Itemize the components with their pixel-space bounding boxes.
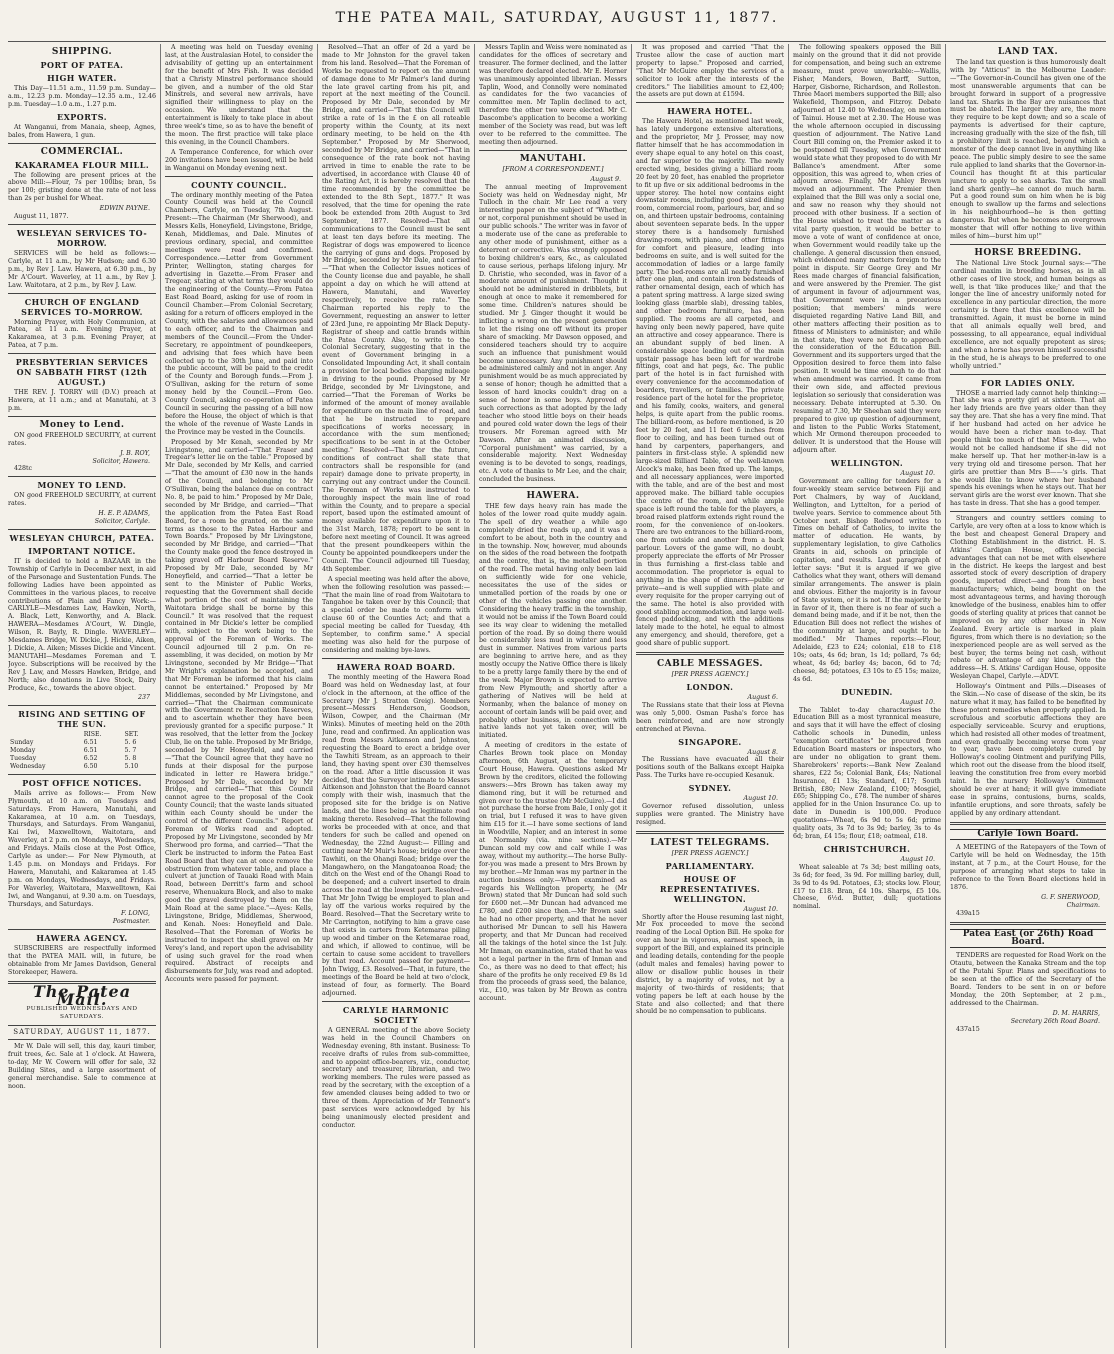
county-council-text: The ordinary monthly meeting of the Patea County Council was held at the Council Chambers, Carlyle, on Tuesday, 7th August. Present:—The Chairman (Mr Sherwood), and Messrs Kells, Honeyfield, Livingstone, Bridge, Kenah, Middlemas, and Dale. Minutes of previous ordinary, special, and committee meetings were read and confirmed. Correspondence.—Letter from Government Printer, Wellington, stating charges for advertising in Gazette.—From Fraser and Tregear, stating at what terms they would do the engineering of the County.—From Patea East Road Board, asking for use of room in Council Chamber.—From Colonial Secretary, asking for a return of officers employed in the County, with the salaries and allowances paid to each officer, and to the Chairman and members of the Council.—From the Under-Secretary, re appointment of poundkeepers, and advising that fees which have been collected up to the 30th June, and paid into the public account, will be paid to the credit of the County and Borough funds.—From J. O'Sullivan, asking for the return of some money held by the Council.—From Geo. County Council, asking co-operation of Patea Council in securing the passing of a bill now before the House, the object of which is that the whole of the revenue of Waste Lands in the Province may be vested in the Councils. (165, 191, 313, 436)
sydney-date: August 10. (743, 795, 778, 803)
east-board-heading: Patea East (or 26th) Road Board. (950, 929, 1106, 949)
town-board-code: 439a15 (956, 909, 980, 917)
house-heading: HOUSE OF REPRESENTATIVES. WELLINGTON. (659, 873, 761, 904)
hawera-text: THE few days heavy rain has made the holes of the lower road quite muddy again. The spell of dry weather a while ago completely dried the roads up, and it was a comfort to be about, both in the country and in the township. Now, however, mud abounds on the sides of the road between the footpath and the centre, that is, the metalled portion of the road. The metal having only been laid on sufficiently wide for one vehicle, necessitates the use of the sides or unmetalled portion of the roads by one or other of the vehicles passing one another. Considering the heavy traffic in the township, it would not be amiss if the Town Board could see its way clear to widening the metalled portion of the road. By so doing there would be considerably less mud in winter and less dust in summer. Natives from various parts are beginning to arrive here, and as they mostly occupy the Native Office there is likely to be a pretty large family there by the end of the week. Major Brown is expected to arrive from New Plymouth; and shortly after a gathering of Natives will be held at Normanby, when the balance of money on account of certain lands will be paid over, and probably other business, in connection with native lands not yet taken over, will be initiated. (479, 503, 627, 740)
wellington-text: Government are calling for tenders for a four-weekly steam service between Fiji and Port Chalmers, by way of Auckland, Wellington, and Lyttelton, for a period of twelve years. Service to commence about 5th October next. Bishop Redwood writes to Times on behalf of Catholics, to invite the matter of education. He wants, by supplementary legislation, to give Catholics Grants in aid, schools on principle of capitation, and results. Last paragraph of letter says: "But it is argued if we give Catholics what they want, others will demand similar arrangements. The answer is plain and obvious. Either the majority is in favour of State system, or it is not. If the majority be in favor of it, then there is no fear of such a demand being made, and if it be not, then the Education Bill does not reflect the wishes of the community at large, and ought to be modified." Mr Thames reports:—Flour, Adelaide, £23 to £24; colonial, £18 to £18 10s; oats, 4s 6d; bran, 1s 1d; pollard, 7s 6d; wheat, 4s 6d; barley 4s; bacon, 6d to 7d; cheese, 8d; potatoes, £3 10s to £5 15s; maize, 4s 6d. (793, 478, 941, 683)
sun-set: 5. 6 (124, 739, 137, 747)
london-date: August 6. (747, 693, 778, 701)
harmonic-society-text: A GENERAL meeting of the above Society was held in the Council Chambers on Wednesday evening, 8th instant. Business: To receive drafts of rules from sub-committee, and to appoint office-bearers, viz., conductor, secretary and treasurer, librarian, and two working members. The rules were passed as read by the secretary, with the exception of a few amended clauses being added to two or three of them. Appreciation of Mr Tennent's past services were acknowledged by his being unanimously elected president and conductor. (322, 1026, 470, 1129)
town-board-text: A MEETING of the Ratepayers of the Town of Carlyle will be held on Wednesday, the 15th instant, at 7 p.m., at the Court House, for the purpose of arranging what steps to take in reference to the Town Board elections held in 1876. (950, 844, 1106, 891)
high-water-heading: HIGH WATER. (47, 73, 117, 83)
ladies-text: THOSE a married lady cannot help thinking:— That she was a pretty girl at sixteen. That all her lady friends are five years older than they say they are. That she has a very fine mind. That if her husband had acted on her advice he would have been a richer man to-day. That people think too much of that Miss B——, who would not be called handsome if she did not make herself up. That her mother-in-law is a very trying old and tiresome person. That her girls are prettier than Mrs B——'s girls. That she would like to know where her husband spends his evenings when he stays out. That her servant girls are the worst ever known. That she has taste in dress. That she has a good temper. (950, 389, 1106, 508)
entertainment-text: A meeting was held on Tuesday evening last, at the Australasian Hotel, to consider the advisability of getting up an entertainment for the benefit of Mrs Fish. It was decided that a Christy Minstrel performance should be given, and a number of the old Star Minstrels, and several new arrivals, have signified their willingness to play on the occasion. We understand that the entertainment is likely to take place in about three week's time, so as to have the benefit of the moon. The first practice will take place this evening, in the Council Chambers. (165, 44, 313, 146)
manutahi-heading: MANUTAHI. (519, 153, 587, 164)
singapore-heading: SINGAPORE. (678, 736, 742, 747)
money-to-lend-2-title: Solicitor, Carlyle. (94, 518, 150, 526)
sun-col-day (8, 731, 82, 739)
flour-mill-signature: EDWIN PAYNE. (99, 205, 150, 213)
christchurch-heading: CHRISTCHURCH. (823, 843, 911, 854)
church-services-heading: CHURCH OF ENGLAND SERVICES TO-MORROW. (21, 296, 143, 317)
hawera-road-board-text: The monthly meeting of the Hawera Road Board was held on Wednesday last, at four o'clock in the afternoon, at the office of the Secretary (Mr J. Stratton Greig). Members present—Messrs Henderson, Goodson, Wilson, Cowper, and the Chairman (Mr Winks). Minutes of meeting held on the 20th June, read and confirmed. An application was read from Messrs Aitkenson and Johnston, requesting the Board to erect a bridge over the Tawhiti Stream, as an approach to their land, they having spent over £30 themselves on the road. After a little discussion it was decided, that the Surveyor intimate to Messrs Aitkenson and Johnston that the Board cannot comply with their wish, inasmuch that the proposed site for the bridge is on Native lands, and the lines being as legitimate road making thereto. Resolved—That the following works be proceeded with at once, and that tenders for such be called and opened on Wednesday, the 22nd August:— Filling and cutting near Mr Muir's house; bridge over the Tawhiti, on the Ohangi Road; bridge over the Mangawhero, on the Mangatoanoa Road; the ditch on the West end of the Ohangi Road to be deepened; and a culvert inserted to drain across the road at the lowest part. Resolved—That Mr John Twigg be employed to plan and lay off the various works required by the Board. Resolved—That the Secretary write to Mr Carrington, notifying to him a grave case that exists in carters from Ketemarae piling up wood and timber on the Ketemarae road, and which, if allowed to continue, will be certain to cause some accident to travellers by that road. Account passed for payment—John Twigg, £3. Resolved—That, in future, the meetings of the Board be held at two o'clock, instead of four, as formerly. The Board adjourned. (322, 673, 470, 998)
council-resolutions-text: Resolved—That an offer of 2d a yard be made to Mr Johnston for the gravel taken from his land. Resolved—That the Foreman of Works be requested to report on the amount of damage done to Mr Palmer's land during the late gravel carting from his pit, and report at the next meeting of the Council. Proposed by Mr Dale, seconded by Mr Bridge, and carried—"That this Council will strike a rate of 1s in the £ on all rateable property within the County, at its next ordinary meeting, to be held on the 4th September." Proposed by Mr Sherwood, seconded by Mr Bridge, and carried—"That in consequence of the rate book not having arrived in time to enable the rate to be advertised, in accordance with Clause 40 of the Rating Act, it is hereby resolved that the time recommended by the committee be extended to the 8th Sept., 1877." It was resolved, that the time for opening the rate book be extended from 20th August to 3rd September, 1877. Resolved—That all communications to the Council must be sent at least ten days before its meeting. The Registrar of dogs was empowered to licence the carrying of guns and dogs. Proposed by Mr Bridge, seconded by Mr Dale, and carried—"That when the Collector issues notices of the County license due and payable, he shall appoint a day on which he will attend at Hawera, Manutahi, and Waverley respectively, to receive the rate." The Chairman reported his reply to the Government, requesting an answer to letter of 23rd June, re appointing Mr Black Deputy-Registrar of sheep and cattle brands within the Patea County. Also, to write to the Colonial Secretary, suggesting that in the event of Government bringing in a Consolidated Impounding Act, it shall contain a provision for local bodies charging mileage in driving to the pound. Proposed by Mr Bridge, seconded by Mr Livingstone, and carried—"That the Foreman of Works be informed of the amount of money available for expenditure on the main line of road, and that he be instructed to prepare specifications of works necessary, in accordance with the sum mentioned; specifications to be sent in at the October meeting." Resolved—That for the future, conditions of contract shall state that contractors shall be responsible for (and repair) damage done to private property, in carrying out any contract under the Council. The Foreman of Works was instructed to thoroughly inspect the main line of road within the County, and to prepare a special report, based upon the estimated amount of money available for expenditure upon it to the 31st March, 1878; report to be sent in before next meeting of Council. It was agreed that the present poundkeepers within the County be appointed poundkeepers under the Council. The Council adjourned till Tuesday, 4th September. (322, 44, 470, 573)
dunedin-heading: DUNEDIN. (841, 686, 893, 697)
horse-breeding-text: The National Live Stock Journal says:—"The cardinal maxim in breeding horses, as in all other cases of live stock, and human beings as well, is that 'like produces like;' and that the longer the line of ancestry uniformly noted for excellence in any particular direction, the more certainty is there that this excellence will be transmitted. Again, it must be borne in mind that all animals equally well bred, and possessing, to all appearance, equal individual excellence, are not equally prepotent as sires; and when a horse has proven himself successful in the stud, he is always to be preferred to one wholly untried." (950, 259, 1106, 370)
column-3 (322, 44, 470, 1348)
manutahi-subheading: [FROM A CORRESPONDENT.] (502, 164, 604, 173)
sun-heading: RISING AND SETTING OF THE SUN. (18, 709, 146, 730)
manutahi-text: The annual meeting of Improvement Society was held on Wednesday night, Mr Tulloch in the chair. Mr Lee read a very interesting paper on the subject of "Whether, or not, corporal punishment should be used in our public schools." The writer was in favor of a moderate use of the cane as preferable to any other mode of punishment, either as a deterrent or corrective. Was strongly opposed to boxing children's ears, &c., as calculated to cause serious, perhaps lifelong injury. Mr D. Christie, who seconded, was in favor of a moderate amount of punishment. Thought it should not be administered in dribblets, but enough at once to make it remembered for some time. Children's natures should be studied. Mr J. Ginger thought it would be inflicting a wrong on the present generation to let the rising one off without its proper share of smacking. Mr Dawson opposed, and considered teachers should try to acquire such an influence that punishment would become unnecessary. Any punishment should be administered calmly and not in anger. Any punishment would be as much appreciated by a sense of honor; though he admitted that a lesson of hard knocks couldn't drag on a sense of honor in some boys. Approved of such corrections as that adopted by the lady teacher who stood little boys on their heads and poured cold water down the legs of their trousers. Mr Foreman agreed with Mr Dawson. After an animated discussion, "Corporal punishment" was carried, by a considerable majority. Next Wednesday evening is to be devoted to songs, readings, etc. A vote of thanks to Mr Lee, and the chair, concluded the business. (479, 183, 627, 484)
debate-text: The following speakers opposed the Bill mainly on the ground that it did not provide for compensation, and being such an extreme measure, must prove unworkable:—Wallis, Fisher, Manders, Bowen, Barff, Sutton, Harper, Gisborne, Richardson, and Rolleston. Three Maori members supported the Bill; also Wakefield, Thompson, and Fitzroy. Debate adjourned at 12.40 to Wednesday, on motion of Tainui. House met at 2.30. The House was the whole afternoon occupied in discussing question of adjournment. The Native Land Court Bill coming on, the Premier asked it to be postponed till Tuesday, when Government would state what they proposed to do with Mr Ballance's amendment. After some opposition, this was agreed to, when cries of adjourn arose. Finally, Mr Ashley Brown moved an adjournment. The Premier then explained that the Bill was only a social one, and saw no reason why they should not proceed with other business. If a section of the House wished to treat the matter as a vital party question, it would be better to move a vote of want of confidence at once, when Government would readily take up the challenge. A general discussion then ensued, which evidenced many matters foreign to the point in dispute. Sir George Grey and Mr Rees made charges of financial falsification, and were answered by the Premier. The gist of argument in favour of adjournment was, that Government were in a precarious position; that members' minds were disquieted regarding Native Land Bill, and other matters affecting their position as to fitness of Ministers to administer; and while in that state, they were not fit to approach the consideration of the Education Bill. Government and its supporters urged that the Opposition desired to force them into false position. It would be time enough to do that when amendment was carried. It came from their own side, and affected previous legislation so seriously that consideration was necessary. Debate interrupted at 5.30. On resuming at 7.30, Mr Sheehan said they were prepared to give up question of adjournment, and listen to the Public Works Statement, which Mr Ormond thereupon proceeded to deliver. It is understood that the House will adjourn after. (793, 44, 941, 455)
creditors-continued-text: It was proposed and carried "That the Trustee allow the case of auction mart property to lapse." Proposed and carried, "That Mr McGuire employ the services of a solicitor to look after the interests of the creditors." The liabilities amount to £2,400; the assets are put down at £1594. (636, 44, 784, 99)
harmonic-society-heading: CARLYLE HARMONIC SOCIETY (342, 1004, 450, 1025)
creditors-text: A meeting of creditors in the estate of Charles Brown took place on Monday afternoon, 6th August, at the temporary Court House, Hawera. Questions asked Mr Brown by the creditors, elicited the following answers:—Mrs Brown has taken away my diamond ring, but it will be returned and given over to the trustee (Mr McGuire).—I did not purchase the horse from Bale, I only got it on trial, but I refused it was to have given him £15 for it.—I have some sections of land in Woodville, Napier, and an interest in some at Normanby (via. nine sections).—Mr Duncan sold my cow and calf while I was away, without my authority.—The horse Bully-for-you was made a present to Mrs Brown by my brother.—Mr Inman was my partner in the auction business only.—When examined as regards his Wellington property, he (Mr Brown) stated that Mr Duncan had sold such for £600 net.—Mr Duncan had advanced me £780, and £200 since then.—Mr Brown said he had no other property, and that he never authorised Mr Duncan to sell his Hawera property, and that Mr Duncan had received all the takings of the hotel since the 1st July. Mr Inman, on examination, stated that he was not a legal partner in the firm of Inman and Co., as there was no deed to that effect; his share of the profits he only received £9 8s 1d from the proceeds of grass seed, the balance, viz., £10, was taken by Mr Brown as contra account. (479, 742, 627, 1003)
hawera-agency-text: SUBSCRIBERS are respectfully informed that the PATEA MAIL will, in future, be obtainable from Mr James Davidson, General Storekeeper, Hawera. (8, 945, 156, 976)
flour-mill-heading: KAKARAMEA FLOUR MILL. (14, 159, 150, 170)
shipping-heading: SHIPPING. (51, 47, 113, 57)
money-to-lend-2-heading: MONEY TO LEND. (37, 480, 127, 491)
house-text: Shortly after the House resuming last night, Mr Fox proceeded to move the second reading of the Local Option Bill. He spoke for over an hour in vigorous, earnest speech, in support of the Bill, and explained its principle and leading details, contending for the people (adult males and females) having power to allow or disallow public houses in their district, by a majority of votes, not by a majority of two-thirds of residents; that voting papers be left at each house by the State and also collected; and that there should be no compensation to publicans. (636, 913, 784, 1016)
port-heading: PORT OF PATEA. (40, 60, 124, 70)
sun-col-rise: RISE. (83, 731, 102, 739)
county-council-heading: COUNTY COUNCIL. (191, 179, 287, 190)
sun-day: Monday (10, 747, 36, 755)
sun-set: 5. 8 (124, 755, 137, 763)
land-tax-text: The land tax question is thus humorously dealt with by "Atticus" in the Melbourne Leader:—"The Governor-in-Council has given one of the most unanswerable arguments that can be brought forward in support of a progressive land tax. Sharks in the Bay are nuisances that must be abated. The larger they are, the more they require to be kept down; and so a scale of payments is advertised for their capture, increasing gradually with the size of the fish, till a prohibitory limit is reached, beyond which a monster of the deep cannot live in anything like peace. The public simply desire to see the same rule applied to land sharks that the Governor-in-Council has thought fit at this particular juncture to apply to sea sharks. Tax the small land shark gently—he cannot do much harm. Put a good round sum on him when he is big enough to swallow up the farms and selections in his neighbourhood—he is then getting dangerous. But when he becomes an overgrown monster that will offer nothing to live within miles of him—burst him up!" (950, 59, 1106, 240)
money-to-lend-text: ON good FREEHOLD SECURITY, at current rates. (8, 431, 156, 447)
commercial-heading: COMMERCIAL. (40, 146, 124, 157)
sun-rise: 6.52 (83, 755, 98, 763)
sun-rise: 6.50 (83, 762, 98, 770)
hawera-hotel-text: The Hawera Hotel, as mentioned last week, has lately undergone extensive alterations, and the proprietor, Mr J. Prosser, may now flatter himself that he has accommodation in every shape equal to any hotel on this coast, and far superior to the majority. The newly erected wing, besides giving a billiard room 20 feet by 20 feet, has enabled the proprietor to fit up five or six additional bedrooms in the upper storey. The hotel now contains eight downstair rooms, including good sized dining room, commercial room, parlours, bar, and so on, and thirteen upstair bedrooms, containing about seventeen separate beds. In the upper storey there is a handsomely furnished drawing-room, with piano, and other fittings for comfort and pleasure, leading into bedrooms en suite, and is well suited for the accommodation of ladies or a large family party. The bed-rooms are all neatly furnished after one plan, and contain iron bedsteads of rather ornamental design, each of which has a patent spring mattress. A large sized swing looking glass (marble slab), dressing tables, and other bedroom furniture, has been supplied. The rooms are all carpeted, and having only been newly papered, have quite an attractive and cosey appearance. There is an abundant supply of bed linen. A considerable space leading out of the main upstair passage has been left for wardrobe fittings, coat and hat pegs, &c. The public part of the hotel is in fact furnished with every convenience for the accommodation of boarders, travellers, or families. The private residence part of the hotel for the proprietor, and his family, cooks, waiters, and general helps, is quite apart from the public rooms. The billiard-room, as before mentioned, is 20 feet by 20 feet, and 11 feet 6 inches from floor to ceiling, and has been turned out of hand by carpenters, paperhangers, and painters in first-class style. A splendid new large-sized Billiard Table, of the well-known Alcock's make, has been fixed up. The lamps, and all necessary appliances, were imported with the table, and are of the best and most approved make. The billiard table occupies the centre of the room, and while ample space is left round the table for the players, a broad raised platform extends right round the room, for the convenience of on-lookers. There are two entrances to the billiard-room, one from outside and another from a back parlour. Lovers of the game will, no doubt, properly appreciate the efforts of Mr Prosser in thus furnishing a first-class table and accommodation. The proprietor is equal to anything in the shape of dinners—public or private—and is well supplied with plate and every requisite for the proper carrying out of the same. The hotel is also provided with good stabling accommodation, and large well-fenced paddocking, and with the additions lately made to the hotel, he equal to almost any emergency, and should, therefore, get a good share of public support. (636, 118, 784, 648)
table-row (8, 747, 156, 755)
wesleyan-church-heading: WESLEYAN CHURCH, PATEA. (9, 533, 155, 543)
flour-mill-date: August 11, 1877. (14, 213, 69, 221)
paper-imprint: PUBLISHED WEDNESDAYS AND SATURDAYS. (26, 1005, 138, 1020)
temperance-text: A Temperance Conference, for which over 200 invitations have been issued, will be held in Wanganui on Monday evening next. (165, 148, 313, 172)
newspaper-title: THE PATEA MAIL, SATURDAY, AUGUST 11, 1877. (335, 10, 779, 26)
cable-messages-heading: CABLE MESSAGES. (656, 659, 764, 670)
money-to-lend-signature: J. B. ROY, (120, 449, 150, 457)
hawera-hotel-heading: HAWERA HOTEL. (667, 106, 753, 117)
hawera-agency-heading: HAWERA AGENCY. (36, 933, 128, 944)
manutahi-date: August 9. (590, 175, 621, 183)
town-board-heading: Carlyle Town Board. (950, 829, 1106, 841)
london-heading: LONDON. (686, 681, 734, 692)
column-5 (636, 44, 784, 1348)
money-to-lend-heading: Money to Lend. (39, 419, 125, 430)
dunedin-date: August 10. (900, 698, 935, 706)
wesleyan-services-heading: WESLEYAN SERVICES TO-MORROW. (16, 227, 148, 248)
sun-day: Wednesday (10, 762, 46, 770)
cable-messages-subheading: [PER PRESS AGENCY.] (671, 670, 749, 679)
east-board-signature: D. M. HARRIS, (1052, 1009, 1100, 1017)
column-7 (950, 44, 1106, 1348)
important-notice-heading: IMPORTANT NOTICE. (28, 546, 136, 556)
column-6 (793, 44, 941, 1348)
holloway-text: Holloway's Ointment and Pills.—Diseases of the Skin.—No case of disease of the skin, be its nature what it may, has failed to be benefited by these potent remedies when properly applied. In scrofulous and scorbutic affections they are especially serviceable. Scurvy and eruptions, which had resisted all other modes of treatment, and even gradually becoming worse from year to year, have been completely cured by Holloway's cooling Ointment and purifying Pills, which root out the disease from the blood itself, leaving the constitution free from every morbid taint. In the nursery Holloway's Ointment should be ever at hand; it will give immediate ease in sprains, contusions, burns, scalds, infantile eruptions, and sore throats, safely be applied by any ordinary attendant. (950, 683, 1106, 817)
masthead (0, 0, 1114, 40)
post-office-heading: POST OFFICE NOTICES. (22, 777, 142, 788)
money-to-lend-2-signature: H. E. P. ADAMS, (98, 510, 150, 518)
flour-mill-text: The following are present prices at the above Mill:—Flour, 7s per 100lbs; bran, 5s per 100; gristing done at the rate of not less than 2s per bushel for Wheat. (8, 171, 156, 203)
sun-set: 5. 7 (124, 747, 137, 755)
column-2 (165, 44, 313, 1348)
latest-telegrams-subheading: [PER PRESS AGENCY.] (671, 848, 749, 857)
column-1 (8, 44, 156, 1348)
london-text: The Russians state that their loss at Plevna was only 5,000. Osman Pasha's force has been reinforced, and are now strongly entrenched at Plevna. (636, 701, 784, 733)
local-news-text: Mr W. Dale will sell, this day, kauri timber, fruit trees, &c. Sale at 1 o'clock. At Hawera, to-day, Mr W. Cowern will offer for sale, 32 Building Sites, and a large assortment of general merchandise. Sale to commence at noon. (8, 1043, 156, 1090)
sun-table (8, 731, 156, 771)
presbyterian-heading: PRESBYTERIAN SERVICES ON SABBATH FIRST (12th AUGUST.) (15, 357, 149, 388)
hawera-heading: HAWERA. (526, 491, 580, 502)
post-office-signature: F. LONG, (120, 910, 150, 918)
east-board-text: TENDERS are requested for Road Work on the Otautu, between the Kanaka Stream and the top of the Putahi Spur. Plans and specifications to be seen at the office of the Secretary of the Board. Tenders to be sent in on or before Monday, the 20th September, at 2 p.m., addressed to the Chairman. (950, 952, 1106, 1007)
dunedin-text: The Tablet to-day characterises the Education Bill as a most tyrannical measure, and says that it will have the effect of closing Catholic schools in Dunedin, unless "exemption certificates" be procured from Education Board masters or inspectors, who are under no obligation to grant them. Sharebrokers' reports:—Bank New Zealand shares, £22 5s; Colonial Bank, £4s; National Insurance, £1 13s; Standard, £17; South British, £80; New Zealand, £100; Mosgiel, £65; Shipping Co., £78. The number of shares applied for in the Union Insurance Co. up to date in Dunedin is 100,000. Produce quotations—Wheat, 6s 9d to 5s 6d; prime quality oats, 3s 7d to 3s 9d; barley, 3s to 4s 6d; bran, £4 15s; flour, £18; oatmeal, £18. (793, 706, 941, 840)
town-board-title: Chairman. (1066, 901, 1100, 909)
masthead-rule (8, 41, 1106, 42)
sun-day: Sunday (10, 739, 34, 747)
christchurch-date: August 10. (900, 855, 935, 863)
ladies-heading: FOR LADIES ONLY. (980, 377, 1076, 388)
exports-text: At Wanganui, from Manaia, sheep, Agnes, bales, from Hawera, 1 gun. (8, 123, 156, 139)
table-row (8, 739, 156, 747)
table-row (8, 763, 156, 771)
bazaar-code: 237 (137, 694, 150, 702)
church-services-text: Morning Prayer, with Holy Communion, at Patea, at 11 a.m. Evening Prayer, at Kakaramea, at 3 p.m. Evening Prayer, at Patea, at 7 p.m. (8, 318, 156, 350)
sun-rise: 6.51 (83, 739, 98, 747)
paper-date: SATURDAY, AUGUST 11, 1877. (13, 1027, 151, 1036)
post-office-title: Postmaster. (112, 918, 150, 926)
singapore-date: August 8. (747, 748, 778, 756)
presbyterian-text: THE REV. J. TORRY will (D.V.) preach at Hawera, at 11 a.m.; and at Manutahi, at 3 p.m. (8, 389, 156, 412)
house-date: August 10. (743, 905, 778, 913)
columns (0, 44, 1114, 1348)
parliamentary-heading: PARLIAMENTARY. (665, 860, 755, 871)
town-board-signature: G. F. SHERWOOD, (1041, 893, 1100, 901)
sun-rise: 6.51 (83, 747, 98, 755)
horse-breeding-heading: HORSE BREEDING. (974, 247, 1082, 258)
hawera-road-board-heading: HAWERA ROAD BOARD. (336, 661, 456, 672)
bazaar-text: IT is decided to hold a BAZAAR in the Township of Carlyle in December next, in aid of the Parsonage and Sustentation Funds. The following Ladies have been appointed as Committees in the various places, to receive contributions of Plain and Fancy Work:— CARLYLE—Mesdames Law, Hawken, North, A. Black, Lett, Kenworthy, and A. Black. HAWERA—Mesdames A'Court, W. Dingle, Wilson, R. Bayly, R. Dingle. WAVERLEY—Mesdames Bridge, W. Dickie, J. Hickie, Aiken, J. Dickie, A. Aiken; Misses Dickie and Vincent. MANUTAHI—Mesdames Foreman and T. Joyce. Subscriptions will be received by the Rev J. Law, and Messrs Hawken, Bridge, and North; also donations in Live Stock, Dairy Produce, &c., towards the above object. (8, 558, 156, 692)
sun-col-set: SET. (124, 731, 139, 739)
harmonic-continued-text: Messrs Taplin and Weiss were nominated as candidates for the offices of secretary and treasurer. The former declined, and the latter was therefore declared elected. Mr E. Horner was unanimously appointed librarian. Messrs Taplin, Wood, and Connolly were nominated as candidates for the two vacancies of committee men. Mr Taplin declined to act, therefore the other two were elected. Mr C. Dascombe's application to become a working member of the Society was read, but was left over to be referred to the committee. The meeting then adjourned. (479, 44, 627, 146)
table-row (8, 755, 156, 763)
column-4 (479, 44, 627, 1348)
sydney-text: Governor refused dissolution, unless supplies were granted. The Ministry have resigned. (636, 803, 784, 826)
strangers-text: Strangers and country settlers coming to Carlyle, are very often at a loss to know which is the best and cheapest General Drapery and Clothing Establishment in the district. H. S. Atkins' Cardigan House, offers special advantages that can not be met with elsewhere in the district. He keeps the largest and best assorted stock of every description of drapery goods, imported direct—and from the best manufacturers; which, being bought on the most advantageous terms, and having thorough knowledge of the business, enables him to offer goods of sterling quality at prices that cannot be improved on by any other house in New Zealand. Every article is marked in plain figures, from which there is no deviation; so the inexperienced people are as well served as the best buyer, the terms being net cash, without rebate or advantage of any kind. Note the address—H. S. Atkins' Cardigan House, opposite Wesleyan Chapel, Carlyle.—ADVT. (950, 515, 1106, 681)
county-council-text-2: Proposed by Mr Kenah, seconded by Mr Livingstone, and carried—"That Fraser and Tregear's letter lie on the table." Proposed by Mr Dale, seconded by Mr Kells, and carried—"That the amount of £30 now in the hands of the Council, and belonging to Mr O'Sullivan, being the balance due on contract No. 8, be paid to him." Proposed by Mr Dale, seconded by Mr Bridge, and carried—"That the application from the Patea East Road Board, for a room be granted, on the same terms as those to the Patea Harbour and Town Boards." Proposed by Mr Livingstone, seconded by Mr Bridge, and carried—"That the County make good the fence destroyed in taking gravel off Harbour Board Reserve." Proposed by Mr Dale, seconded by Mr Honeyfield, and carried—"That a letter be sent to the Minister of Public Works, requesting that the Government shall decide what portion of the cost of maintaining the Waitotara bridge shall be borne by this Council." It was resolved that the request contained in Mr Dickie's letter be complied with, subject to the work being to the approval of the Foreman of Works. The Council adjourned till 2 p.m. On re-assembling, it was decided, on motion by Mr Livingstone, seconded by Mr Bridge—"That Mr Wright's explanation be accepted, and that Mr Foreman be informed that his claim cannot be entertained." Proposed by Mr Middlemas, seconded by Mr Livingstone, and carried—"That the Chairman communicate with the Government re Recreation Reserves, and to ascertain whether they have been previously granted for a specific purpose." It was resolved, that the letter from the Jockey Club, lie on the table. Proposed by Mr Bridge, seconded by Mr Honeyfield, and carried—"That the Council agree that they have no funds at their disposal for the purpose indicated in letter re Hawera bridge." Proposed by Mr Dale, seconded by Mr Bridge, and carried—"That this Council cannot agree to the proposal of the Cook County Council; that the waste lands situated within each County should be under the control of the different Councils." Report of Foreman of Works read and adopted. Proposed by Mr Livingstone, seconded by Mr Sherwood pro forma, and carried—"That the Clerk be instructed to inform the Patea East Road Board that they can at once remove the obstruction from whatever table, and place a culvert at junction of Tauaki Road with Main Road, between Derritt's farm and school reserve, Whenuakura Block, and also to make good the gravel destroyed by them on the Main Road at the same place."—Ayes: Kells, Livingstone, Bridge, Middlemas, Sherwood, and Kenah. Noes: Honeyfield and Dale. Resolved—That the Foreman of Works be instructed to inspect the shell gravel on Mr Verey's land, and report upon the advisability of using such gravel for the road when required. Abstract of receipts and disbursements for July, was read and adopted. Accounts were passed for payment. (165, 438, 313, 984)
latest-telegrams-heading: LATEST TELEGRAMS. (650, 837, 770, 848)
singapore-text: The Russians have evacuated all their positions south of the Balkans except Haipka Pass. The Turks have re-occupied Kesanuk. (636, 756, 784, 780)
exports-heading: EXPORTS. (56, 111, 108, 122)
land-tax-heading: LAND TAX. (997, 47, 1059, 57)
east-board-title: Secretary 26th Road Board. (1010, 1017, 1100, 1025)
post-office-text: Mails arrive as follows:— From New Plymouth, at 10 a.m. on Tuesdays and Saturdays. From Hawera, Manutahi, and Kakaramea, at 10 a.m. on Tuesdays, Thursdays, and Saturdays. From Wanganui, Kai Iwi, Maxwelltown, Waitotara, and Waverley, at 2 p.m. on Mondays, Wednesdays, and Fridays. Mails close at the Post Office, Carlyle as under:— For New Plymouth, at 1.45 p.m. on Mondays and Fridays. For Hawera, Manutahi, and Kakaramea at 1.45 p.m. on Mondays, Wednesdays, and Fridays. For Waverley, Waitotara, Maxwelltown, Kai Iwi, and Wanganui, at 9.30 a.m. on Tuesdays, Thursdays, and Saturdays. (8, 789, 156, 908)
money-to-lend-title: Solicitor, Hawera. (92, 457, 150, 465)
wellington-date: August 10. (900, 470, 935, 478)
wellington-heading: WELLINGTON. (830, 458, 904, 469)
money-to-lend-2-text: ON good FREEHOLD SECURITY, at current rates. (8, 492, 156, 508)
sun-day: Tuesday (10, 755, 37, 763)
special-meeting-text: A special meeting was held after the above, when the following resolution was passed:— "That the main line of road from Waitotara to Tangahoe be taken over by this Council; that a special order be made to conform with clause 60 of the Counties Act; and that a special meeting be called for Tuesday, 4th September, to confirm same." A special meeting was also held for the purpose of considering and making bye-laws. (322, 575, 470, 654)
paper-nameplate: The Patea Mail. (32, 981, 132, 1009)
east-board-code: 437a15 (956, 1025, 980, 1033)
high-water-text: This Day—11.51 a.m., 11.59 p.m. Sunday—a.m., 12.23 p.m. Monday—12.35 a.m., 12.46 p.m. Tuesday—1.0 a.m., 1.27 p.m. (8, 85, 156, 108)
sydney-heading: SYDNEY. (688, 783, 732, 794)
sun-set: 5.10 (124, 762, 139, 770)
christchurch-text: Wheat saleable at 7s 3d; best milling oats, 3s 6d; for feed, 3s 9d. For milling barley, dull, 3s 9d to 4s 9d. Potatoes, £3; stocks low. Flour, £17 to £18. Bran, £4 10s. Sharps, £5 10s. Cheese, 6½d. Butter, dull; quotations nominal. (793, 863, 941, 911)
wesleyan-services-text: SERVICES will be held as follows:— Carlyle, at 11 a.m., by Mr Hudson; and 6.30 p.m., by Rev J. Law. Hawera, at 6.30 p.m., by Mr A'Court. Waverley, at 11 a.m., by Rev J. Law. Waitotara, at 2 p.m., by Rev J. Law. (8, 249, 156, 289)
money-to-lend-code: 428tc (14, 465, 33, 473)
